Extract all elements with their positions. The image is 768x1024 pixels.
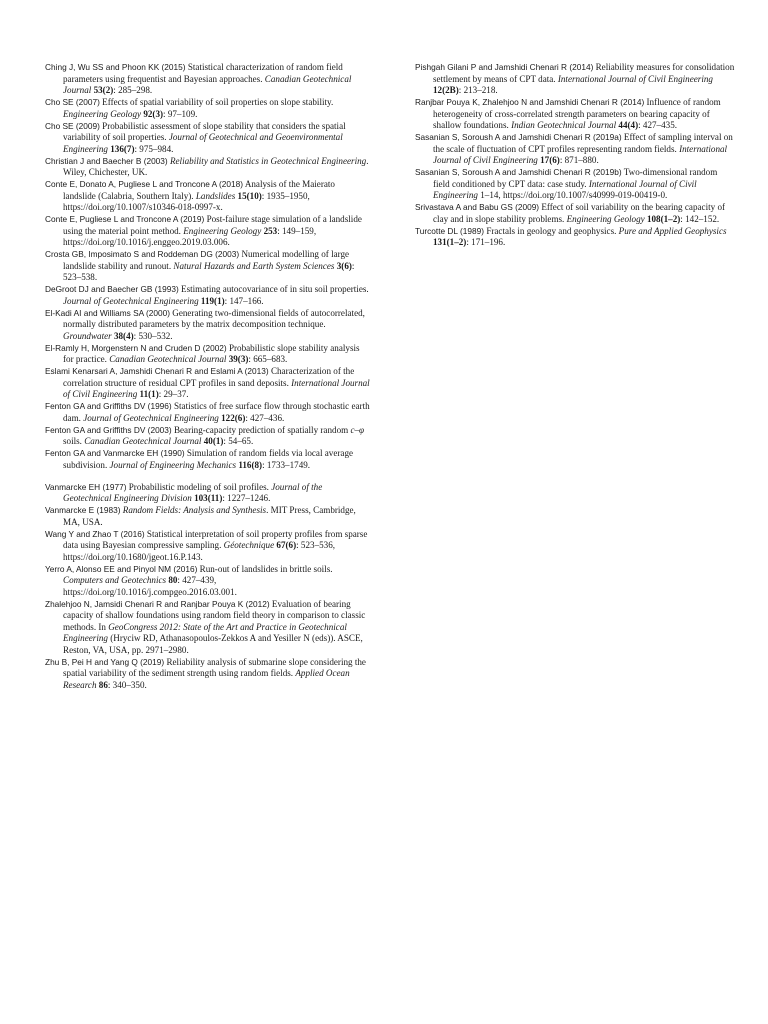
reference-entry [415, 167, 735, 202]
ref-pages: . Wiley, Chichester, UK. [63, 155, 369, 177]
ref-authors: Vanmarcke E (1983) [45, 505, 121, 515]
ref-volume: 40(1) [203, 436, 224, 446]
ref-title: Evaluation of bearing capacity of shallow foundations using random field theory in comparison to classic methods. In [63, 598, 366, 632]
ref-pages: : 54–65. [223, 436, 254, 446]
ref-journal: International Journal of Civil Engineering [433, 178, 697, 200]
ref-symbol: c–φ [350, 424, 365, 435]
ref-authors: Christian J and Baecher B (2003) [45, 155, 168, 166]
ref-title: Post-failure stage simulation of a landslide using the material point method. [63, 214, 362, 236]
reference-entry [45, 482, 370, 505]
ref-volume: 131(1–2) [433, 237, 467, 247]
ref-journal: Géotechnique [223, 540, 275, 550]
ref-title: Generating two-dimensional fields of autocorrelated, normally distributed parameters by the matrix decomposition technique. [63, 307, 365, 329]
ref-title: Statistical interpretation of soil property profiles from sparse data using Bayesian compressive sampling. [63, 528, 368, 550]
ref-journal: International Journal of Civil Engineering [433, 143, 728, 165]
references-right-column [415, 62, 735, 249]
reference-entry [415, 97, 735, 132]
ref-title: Fractals in geology and geophysics. [486, 225, 617, 236]
ref-title: Effect of sampling interval on the scale of fluctuation of CPT profiles representing random fields. [433, 132, 733, 154]
ref-journal: Engineering Geology [566, 213, 645, 224]
reference-entry [415, 132, 735, 167]
section-gap [45, 472, 370, 482]
ref-authors: Yerro A, Alonso EE and Pinyol NM (2016) [45, 563, 198, 574]
reference-entry [415, 202, 735, 225]
ref-title: Reliability analysis of submarine slope considering the spatial variability of the sediment strength using random fields. [63, 656, 366, 678]
ref-pages: : 427–436. [245, 412, 285, 423]
ref-volume: 17(6) [540, 155, 560, 165]
ref-volume: 3(6) [336, 260, 352, 271]
ref-title: Influence of random heterogeneity of cross-correlated strength parameters on bearing capacity of shallow foundations. [433, 97, 721, 130]
ref-journal: Computers and Geotechnics [63, 575, 167, 585]
ref-authors: DeGroot DJ and Baecher GB (1993) [45, 284, 179, 294]
ref-title: Probabilistic assessment of slope stability that considers the spatial variability of soil properties. [63, 120, 346, 142]
ref-journal: Natural Hazards and Earth System Sciences [173, 260, 335, 271]
ref-journal: Landslides [195, 190, 236, 201]
ref-authors: Sasanian S, Soroush A and Jamshidi Chenari R (2019a) [415, 132, 622, 142]
ref-title-tail: soils. [63, 436, 82, 446]
ref-volume: 80 [168, 575, 178, 585]
reference-entry [415, 226, 735, 249]
ref-doi: https://doi.org/10.1016/j.enggeo.2019.03.006. [63, 237, 230, 247]
ref-title: Bearing-capacity prediction of spatially random [173, 424, 349, 435]
ref-title: Two-dimensional random field conditioned by CPT data: case study. [433, 167, 718, 189]
ref-volume: 12(2B) [433, 85, 459, 95]
ref-pages: : 427–439, [177, 575, 217, 585]
ref-journal: Journal of Geotechnical and Geoenvironmental Engineering [63, 132, 343, 154]
ref-pages: : 97–109. [163, 108, 198, 119]
ref-volume: 116(8) [238, 459, 263, 470]
reference-entry [45, 564, 370, 599]
ref-pages: : 340–350. [107, 679, 147, 690]
ref-volume: 39(3) [228, 354, 249, 364]
reference-entry [45, 366, 370, 401]
ref-authors: Zhalehjoo N, Jamsidi Chenari R and Ranjbar Pouya K (2012) [45, 598, 270, 609]
ref-pages: : 871–880. [559, 155, 599, 165]
ref-pages: : 142–152. [680, 213, 720, 224]
ref-title: Run-out of landslides in brittle soils. [199, 563, 333, 574]
ref-title: Statistics of free surface flow through stochastic earth dam. [63, 401, 370, 423]
ref-doi: https://doi.org/10.1007/s10346-018-0997-x. [63, 202, 223, 212]
ref-title: Effect of soil variability on the bearing capacity of clay and in slope stability problems. [433, 202, 726, 224]
ref-journal: Canadian Geotechnical Journal [63, 73, 352, 95]
ref-authors: Vanmarcke EH (1977) [45, 481, 127, 492]
ref-authors: Cho SE (2009) [45, 120, 100, 131]
reference-entry [45, 599, 370, 657]
reference-entry [45, 448, 370, 471]
ref-journal: Pure and Applied Geophysics [618, 225, 727, 236]
ref-title: Effects of spatial variability of soil properties on slope stability. [102, 97, 334, 107]
ref-volume: 92(3) [143, 108, 164, 119]
reference-entry [45, 121, 370, 156]
reference-entry [45, 343, 370, 366]
reference-entry [45, 308, 370, 343]
ref-pages: : 1227–1246. [222, 493, 271, 503]
ref-pages: : 29–37. [158, 389, 189, 399]
ref-volume: 15(10) [237, 190, 262, 201]
ref-title: Probabilistic modeling of soil profiles. [128, 481, 269, 492]
reference-entry [45, 97, 370, 120]
ref-title: Simulation of random fields via local average subdivision. [63, 448, 354, 470]
ref-journal: Journal of Engineering Mechanics [109, 459, 237, 470]
ref-authors: Pishgah Gilani P and Jamshidi Chenari R (2014) [415, 62, 594, 72]
ref-volume: 122(6) [221, 412, 246, 423]
ref-authors: Fenton GA and Vanmarcke EH (1990) [45, 448, 185, 458]
ref-volume: 86 [98, 679, 108, 690]
ref-doi: https://doi.org/10.1016/j.compgeo.2016.03.001. [63, 586, 237, 597]
ref-title: Reliability measures for consolidation settlement by means of CPT data. [433, 62, 735, 84]
ref-doi: https://doi.org/10.1007/s40999-019-00419-0. [502, 190, 668, 200]
references-left-column [45, 62, 370, 692]
ref-pages: : 147–166. [224, 295, 264, 306]
ref-title: Statistical characterization of random field parameters using frequentist and Bayesian approaches. [63, 62, 343, 84]
reference-entry [45, 425, 370, 448]
ref-journal: Canadian Geotechnical Journal [109, 354, 227, 364]
ref-volume: 53(2) [93, 85, 114, 95]
ref-volume: 119(1) [200, 295, 225, 306]
ref-title: Estimating autocovariance of in situ soil properties. [181, 284, 369, 294]
ref-pages: : 975–984. [134, 143, 174, 154]
ref-pages: : 149–159, [277, 225, 317, 236]
ref-authors: Sasanian S, Soroush A and Jamshidi Chenari R (2019b) [415, 167, 622, 177]
ref-journal: Indian Geotechnical Journal [511, 120, 617, 130]
reference-entry [45, 214, 370, 249]
ref-authors: Eslami Kenarsari A, Jamshidi Chenari R and Eslami A (2013) [45, 366, 269, 376]
ref-title: Characterization of the correlation structure of residual CPT profiles in sand deposits. [63, 366, 355, 388]
ref-doi: https://doi.org/10.1680/jgeot.16.P.143. [63, 551, 203, 562]
ref-journal: Groundwater [63, 330, 112, 341]
reference-entry [45, 401, 370, 424]
ref-pages: . MIT Press, Cambridge, MA, USA. [63, 505, 356, 527]
ref-authors: Fenton GA and Griffiths DV (1996) [45, 401, 172, 411]
reference-entry [45, 284, 370, 307]
ref-authors: Conte E, Pugliese L and Troncone A (2019) [45, 214, 205, 224]
reference-entry [45, 156, 370, 179]
ref-volume: 38(4) [113, 330, 134, 341]
reference-entry [45, 249, 370, 284]
ref-authors: El-Ramly H, Morgenstern N and Cruden D (2002) [45, 342, 227, 353]
ref-journal: Engineering Geology [183, 225, 262, 236]
ref-journal: Reliability and Statistics in Geotechnical Engineering [169, 155, 367, 166]
ref-journal: Applied Ocean Research [63, 668, 350, 690]
ref-pages: : 523–538. [63, 260, 355, 282]
ref-volume: 103(11) [194, 493, 223, 503]
ref-pages: 1–14, [477, 190, 501, 200]
ref-authors: El-Kadi AI and Williams SA (2000) [45, 307, 170, 318]
ref-journal: Journal of Geotechnical Engineering [63, 295, 199, 306]
ref-pages: : 171–196. [466, 237, 506, 247]
ref-volume: 44(4) [618, 120, 639, 130]
ref-pages: : 665–683. [248, 354, 288, 364]
ref-journal: International Journal of Civil Engineering [63, 377, 370, 399]
ref-journal: Journal of the Geotechnical Engineering Division [63, 481, 323, 503]
ref-pages: : 213–218. [458, 85, 498, 95]
ref-title: Numerical modelling of large landslide stability and runout. [63, 249, 350, 271]
ref-volume: 136(7) [110, 143, 135, 154]
ref-authors: Conte E, Donato A, Pugliese L and Troncone A (2018) [45, 179, 244, 189]
ref-authors: Wang Y and Zhao T (2016) [45, 528, 145, 539]
ref-pages: : 1733–1749. [262, 459, 311, 470]
ref-title: Analysis of the Maierato landslide (Calabria, Southern Italy). [63, 179, 335, 201]
ref-journal: Journal of Geotechnical Engineering [83, 412, 219, 423]
reference-entry [415, 62, 735, 97]
ref-volume: 108(1–2) [646, 213, 681, 224]
ref-pages: : 1935–1950, [261, 190, 310, 201]
ref-journal: GeoCongress 2012: State of the Art and Practice in Geotechnical Engineering [63, 621, 347, 643]
ref-pages: : 523–536, [296, 540, 336, 550]
ref-authors: Srivastava A and Babu GS (2009) [415, 202, 540, 212]
ref-journal: Canadian Geotechnical Journal [84, 436, 202, 446]
reference-entry [45, 529, 370, 564]
reference-entry [45, 657, 370, 692]
ref-volume: 67(6) [276, 540, 297, 550]
ref-pages: (Hryciw RD, Athanasopoulos-Zekkos A and Yesiller N (eds)). ASCE, Reston, VA, USA, pp. 2971–2980. [63, 633, 363, 655]
ref-journal: Engineering Geology [63, 108, 142, 119]
reference-entry [45, 62, 370, 97]
reference-entry [45, 179, 370, 214]
ref-authors: Fenton GA and Griffiths DV (2003) [45, 424, 172, 435]
ref-volume: 253 [263, 225, 278, 236]
reference-entry [45, 505, 370, 528]
ref-title: Probabilistic slope stability analysis for practice. [63, 342, 360, 364]
ref-journal: Random Fields: Analysis and Synthesis [122, 505, 267, 515]
ref-authors: Turcotte DL (1989) [415, 225, 485, 236]
ref-authors: Cho SE (2007) [45, 97, 100, 107]
ref-pages: : 285–298. [113, 85, 153, 95]
ref-pages: : 427–435. [638, 120, 678, 130]
ref-authors: Zhu B, Pei H and Yang Q (2019) [45, 656, 165, 667]
ref-pages: : 530–532. [133, 330, 173, 341]
ref-volume: 11(1) [139, 389, 159, 399]
ref-authors: Ching J, Wu SS and Phoon KK (2015) [45, 62, 186, 72]
ref-journal: International Journal of Civil Engineering [557, 73, 713, 84]
ref-authors: Ranjbar Pouya K, Zhalehjoo N and Jamshidi Chenari R (2014) [415, 97, 645, 107]
ref-authors: Crosta GB, Imposimato S and Roddeman DG (2003) [45, 249, 240, 259]
